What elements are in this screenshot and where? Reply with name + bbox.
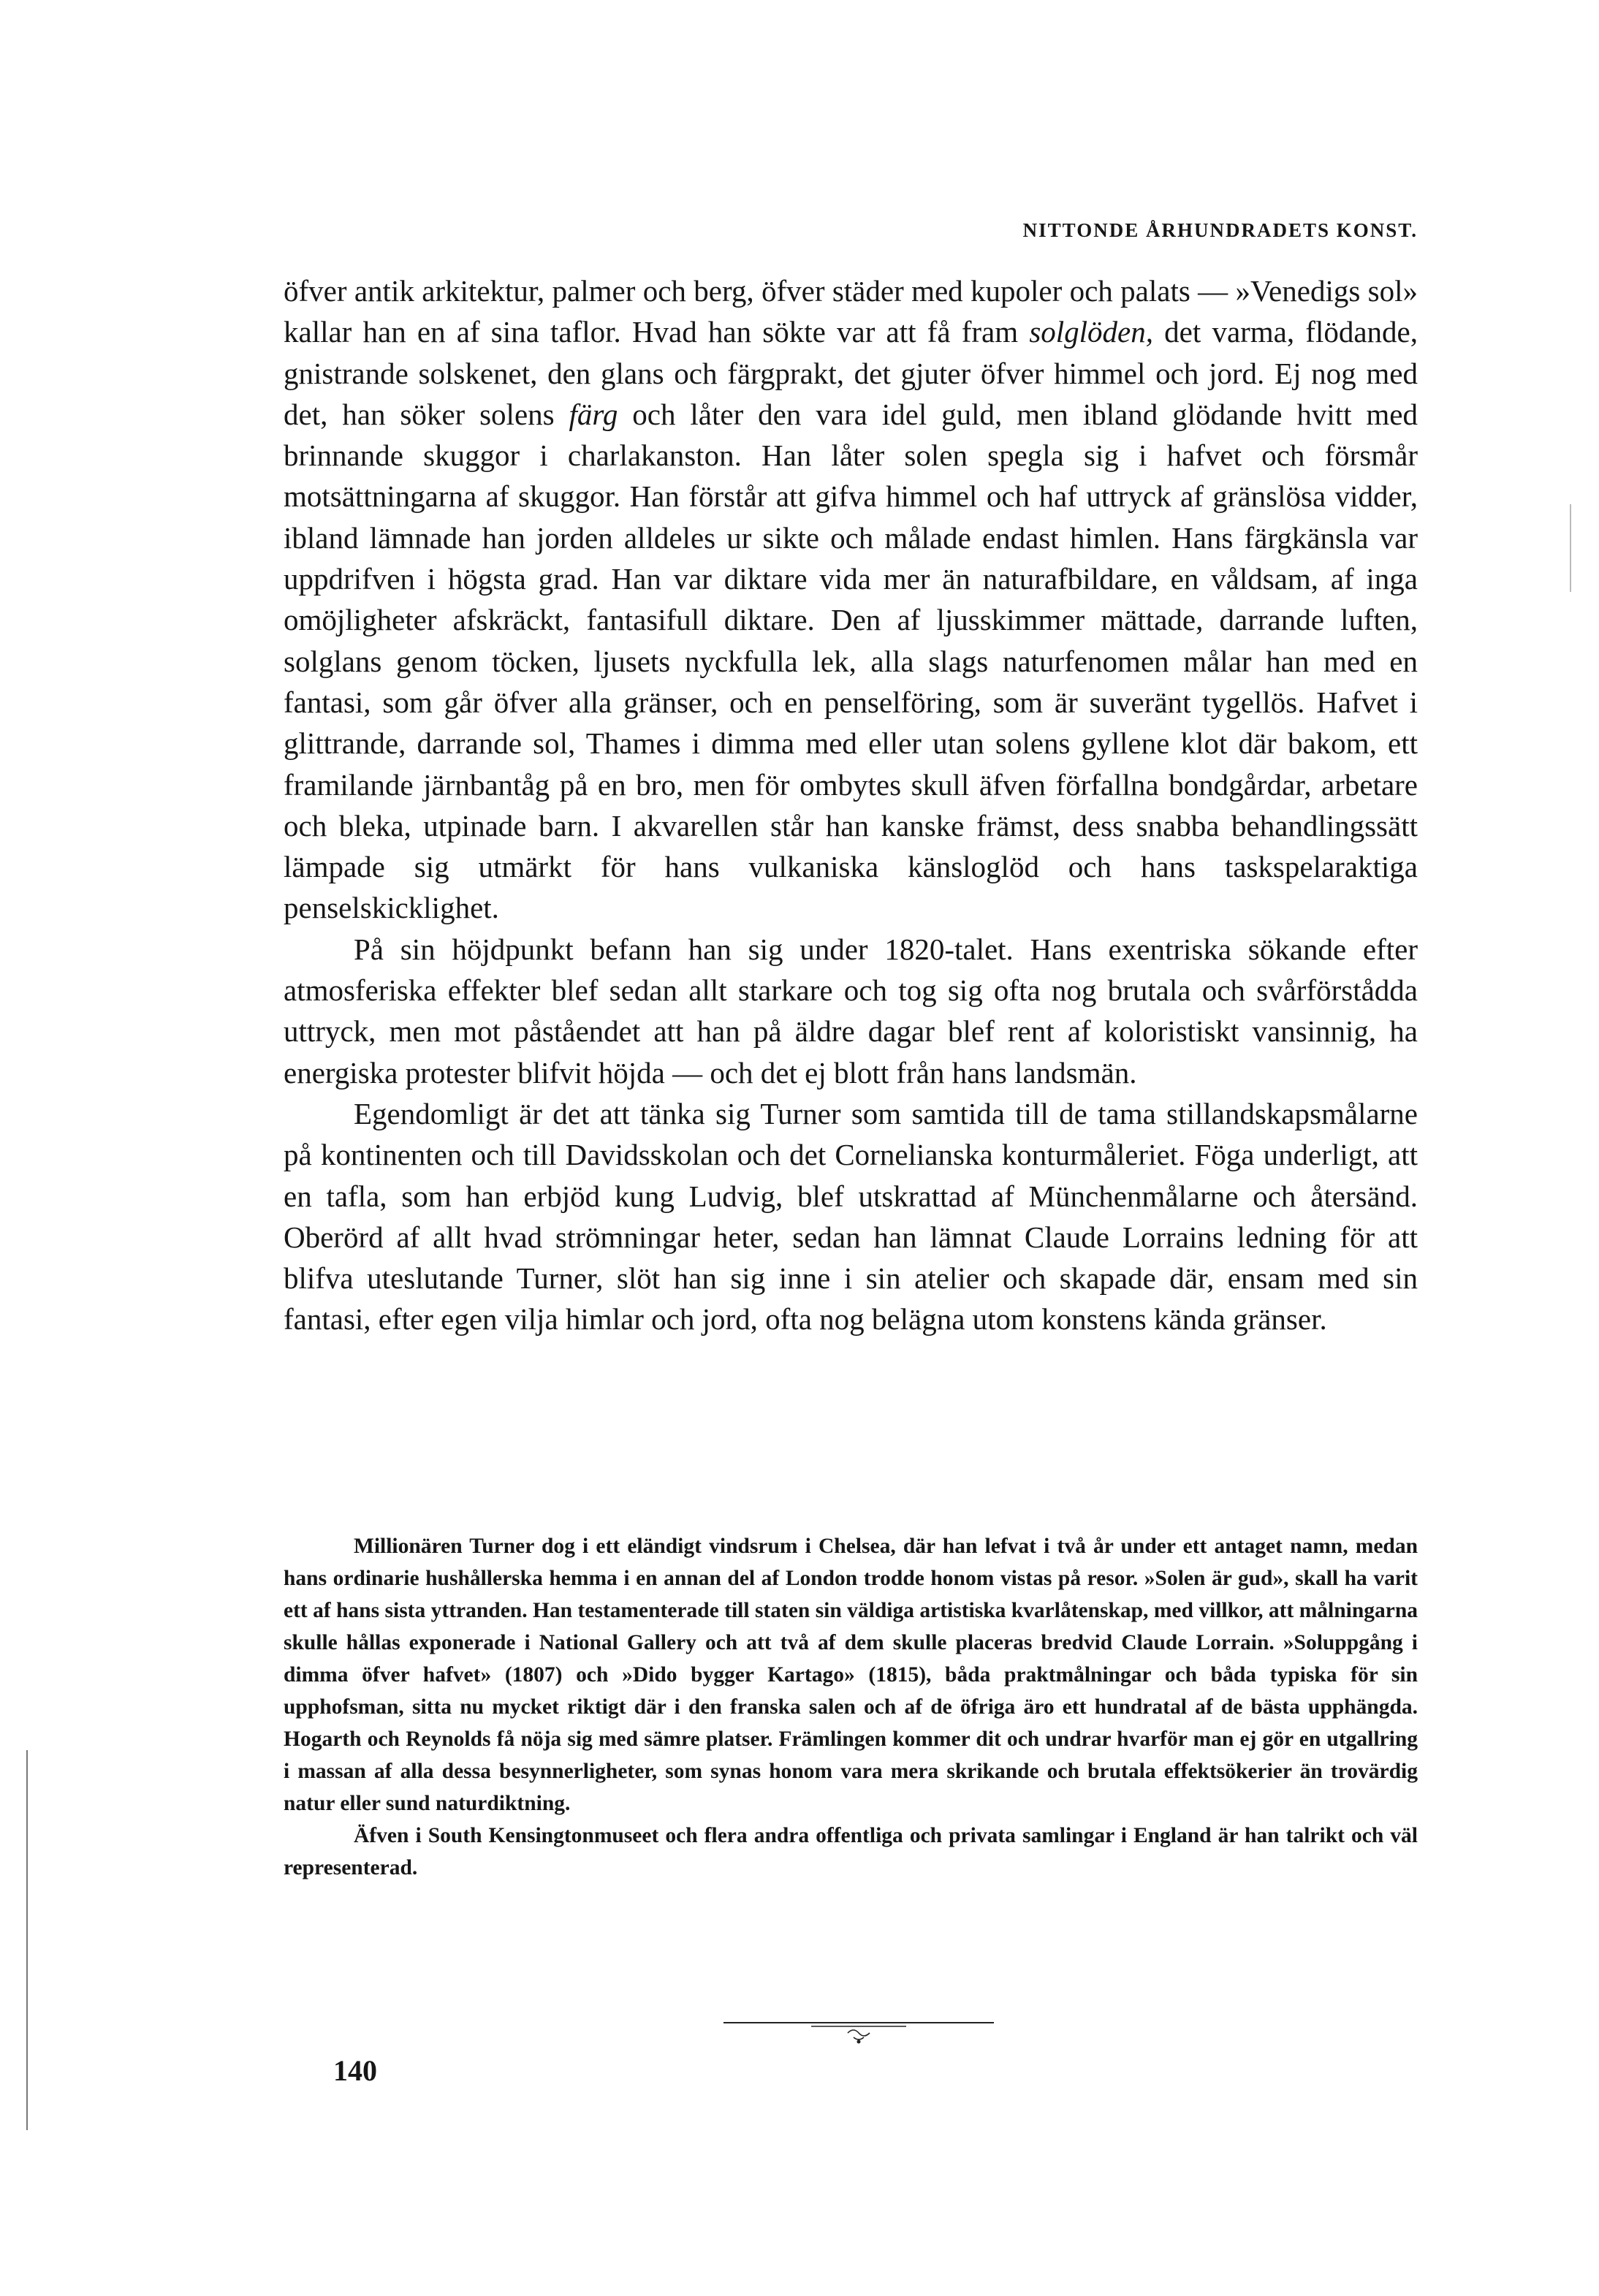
p1-italic-solgloden: solglöden, xyxy=(1029,315,1153,349)
footnotes xyxy=(284,1530,1418,1884)
running-title: NITTONDE ÅRHUNDRADETS KONST. xyxy=(1022,219,1418,241)
p1-italic-farg: färg xyxy=(569,397,618,431)
note-1: Millionären Turner dog i ett eländigt vindsrum i Chelsea, där han lefvat i två år under ett antaget namn, medan hans ordinarie hushållerska hemma i en annan del af London trodde honom vistas på resor. »Solen är gud», skall ha varit ett af hans sista yttranden. Han testamenterade till staten sin väldiga artistiska kvarlåtenskap, med villkor, att målningarna skulle hållas exponerade i National Gallery och att två af dem skulle placeras bredvid Claude Lorrain. »Soluppgång i dimma öfver hafvet» (1807) och »Dido bygger Kartago» (1815), båda praktmålningar och båda typiska för sin upphofsman, sitta nu mycket riktigt där i den franska salen och af de öfriga äro ett hundratal af de bästa upphängda. Hogarth och Reynolds få nöja sig med sämre platser. Främlingen kommer dit och undrar hvarför man ej gör en utgallring i massan af alla dessa besynnerligheter, som synas honom vara mera skrikande och brutala effektsökerier än trovärdig natur eller sund naturdiktning. xyxy=(284,1535,1418,1815)
paragraph-1 xyxy=(284,270,1418,929)
p1-text-e: och låter den vara idel guld, men ibland glödande hvitt med brinnande skuggor i charlakanston. Han låter solen spegla sig i hafvet och försmår motsättningarna af skuggor. Han förstår att gifva himmel och haf uttryck af gränslösa vidder, ibland lämnade han jorden alldeles ur sikte och målade endast himlen. Hans färgkänsla var uppdrifven i högsta grad. Han var diktare vida mer än naturafbildare, en våldsam, af inga omöjligheter afskräckt, fantasifull diktare. Den af ljusskimmer mättade, darrande luften, solglans genom töcken, ljusets nyckfulla lek, alla slags naturfenomen målar han med en fantasi, som går öfver alla gränser, och en penselföring, som är suveränt tygellös. Hafvet i glittrande, darrande sol, Thames i dimma med eller utan solens gyllene klot där bakom, ett framilande järnbantåg på en bro, men för ombytes skull äfven förfallna bondgårdar, arbetare och bleka, utpinade barn. I akvarellen står han kanske främst, dess snabba behandlingssätt lämpade sig utmärkt för hans vulkaniska känsloglöd och hans taskspelaraktiga penselskicklighet. xyxy=(284,397,1418,925)
scan-edge-mark xyxy=(1570,504,1571,592)
paragraph-2: På sin höjdpunkt befann han sig under 1820-talet. Hans exentriska sökande efter atmosferiska effekter blef sedan allt starkare och tog sig ofta nog brutala och svårförstådda uttryck, men mot påståendet att han på äldre dagar blef rent af koloristiskt vansinnig, ha energiska protester blifvit höjda — och det ej blott från hans landsmän. xyxy=(284,932,1418,1090)
ornament-divider xyxy=(723,2018,994,2048)
p1-text-a: öfver antik arkitektur, palmer och berg, öfver städer med kupoler och palats — »Venedigs sol» kallar han en af sina taflor. Hvad han sökte var att få fram xyxy=(284,274,1418,349)
paragraph-3: Egendomligt är det att tänka sig Turner som samtida till de tama stillandskapsmålarne på kontinenten och till Davidsskolan och det Cornelianska konturmåleriet. Föga underligt, att en tafla, som han erbjöd kung Ludvig, blef utskrattad af Münchenmålarne och återsänd. Oberörd af allt hvad strömningar heter, sedan han lämnat Claude Lorrains ledning för att blifva uteslutande Turner, slöt han sig inne i sin atelier och skapade där, ensam med sin fantasi, efter egen vilja himlar och jord, ofta nog belägna utom konstens kända gränser. xyxy=(284,1096,1418,1337)
note-2: Äfven i South Kensingtonmuseet och flera andra offentliga och privata samlingar i England är han talrikt och väl representerad. xyxy=(284,1824,1418,1879)
main-text xyxy=(284,270,1418,1340)
p1-text-c: det varma, flödande, gnistrande solskenet, den glans och färgprakt, det gjuter öfver himmel och jord. Ej nog med det, han söker solens xyxy=(284,315,1418,431)
page-number: 140 xyxy=(333,2054,377,2087)
scan-margin-line xyxy=(26,1750,28,2130)
